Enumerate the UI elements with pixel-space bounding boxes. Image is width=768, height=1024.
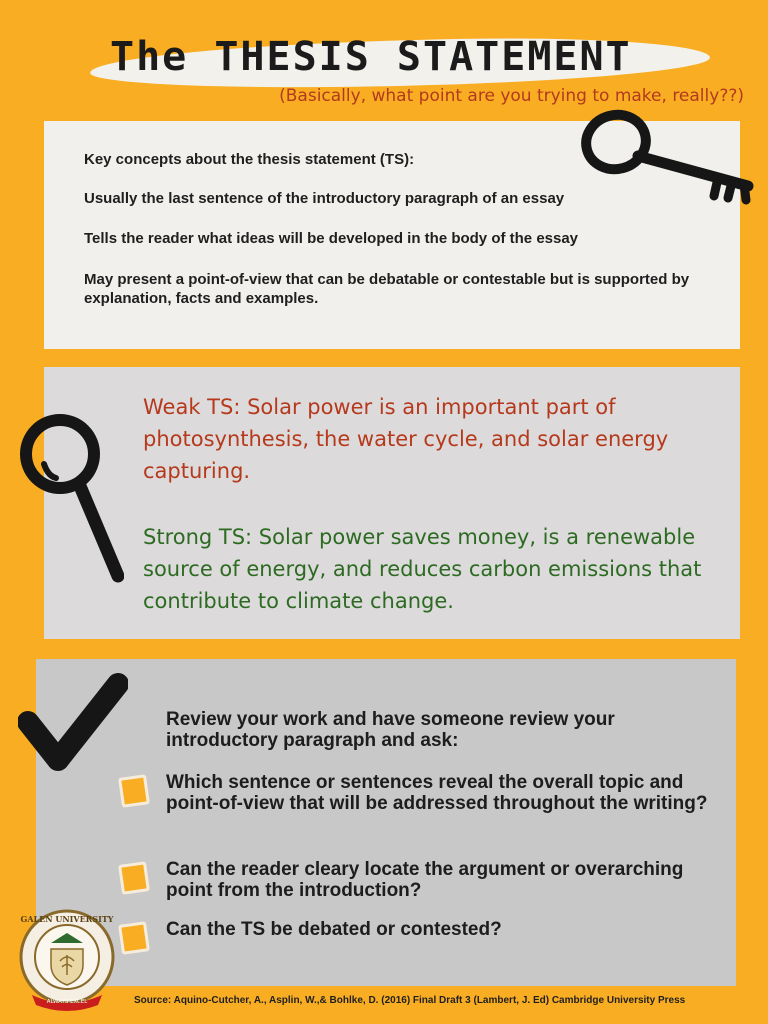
checkmark-icon <box>18 672 128 776</box>
source-citation: Source: Aquino-Cutcher, A., Asplin, W.,& Bohlke, D. (2016) Final Draft 3 (Lambert, J. Ed) Cambridge University Press <box>134 995 686 1006</box>
checkbox-icon <box>118 861 150 895</box>
checklist-item <box>120 859 720 901</box>
university-seal <box>18 905 116 1015</box>
examples-panel <box>44 367 740 639</box>
checklist-question: Can the reader cleary locate the argument or overarching point from the introduction? <box>166 859 684 901</box>
page-subtitle: (Basically, what point are you trying to make, really??) <box>279 86 744 106</box>
concepts-heading: Key concepts about the thesis statement (TS): <box>84 151 415 168</box>
checklist-item <box>120 919 720 940</box>
checkbox-icon <box>118 921 150 955</box>
key-icon <box>568 100 758 210</box>
concept-item: May present a point-of-view that can be debatable or contestable but is supported by explanation, facts and examples. <box>84 271 690 307</box>
checklist-question: Which sentence or sentences reveal the overall topic and point-of-view that will be addressed throughout the writing? <box>166 772 708 814</box>
magnifying-glass-icon <box>14 400 124 585</box>
checkbox-icon <box>118 774 150 808</box>
concept-item: Usually the last sentence of the introductory paragraph of an essay <box>84 190 565 207</box>
weak-thesis-example: Weak TS: Solar power is an important part of photosynthesis, the water cycle, and solar energy capturing. <box>143 395 669 483</box>
page-title: The THESIS STATEMENT <box>110 34 632 80</box>
review-panel <box>36 659 736 986</box>
title-banner <box>80 18 720 88</box>
concept-item: Tells the reader what ideas will be developed in the body of the essay <box>84 230 579 247</box>
strong-thesis-example: Strong TS: Solar power saves money, is a renewable source of energy, and reduces carbon emissions that contribute to climate change. <box>143 525 702 613</box>
seal-motto: ALWAYS EXCEL <box>46 999 88 1005</box>
checklist-question: Can the TS be debated or contested? <box>166 919 502 940</box>
seal-title: GALEN UNIVERSITY <box>20 914 114 924</box>
checklist-item <box>120 772 720 814</box>
review-intro: Review your work and have someone review your introductory paragraph and ask: <box>166 709 615 751</box>
